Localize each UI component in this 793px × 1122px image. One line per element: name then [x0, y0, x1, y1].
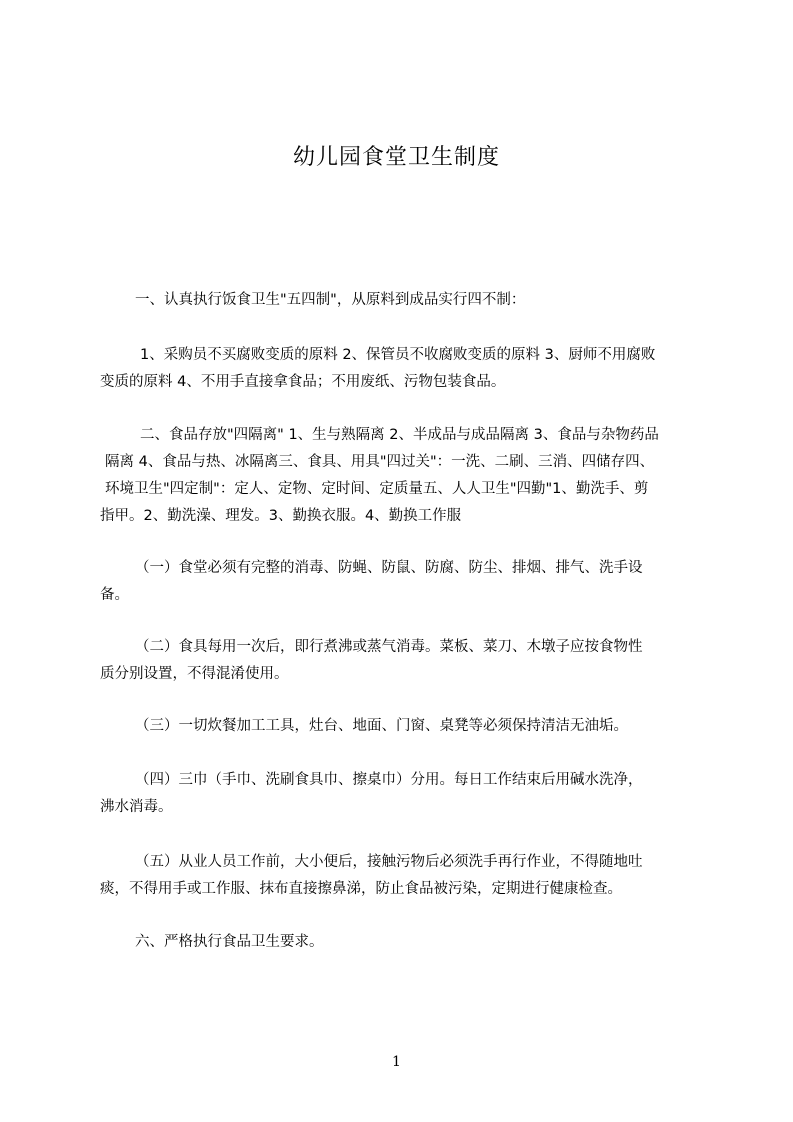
rule4-line2: 沸水消毒。 — [100, 799, 173, 815]
section2-line1: 二、食品存放"四隔离" 1、生与熟隔离 2、半成品与成品隔离 3、食品与杂物药品 — [140, 427, 659, 443]
page-title: 幼儿园食堂卫生制度 — [292, 145, 500, 170]
section1-heading: 一、认真执行饭食卫生"五四制"，从原料到成品实行四不制： — [135, 292, 526, 308]
rule5-line2: 痰，不得用手或工作服、抹布直接擦鼻涕，防止食品被污染，定期进行健康检查。 — [100, 881, 622, 897]
rule2-line2: 质分别设置，不得混淆使用。 — [100, 666, 289, 682]
section1-items-line1: 1、采购员不买腐败变质的原料 2、保管员不收腐败变质的原料 3、厨师不用腐败 — [140, 347, 656, 363]
rule5-line1: （五）从业人员工作前，大小便后，接触污物后必须洗手再行作业，不得随地吐 — [135, 854, 643, 870]
section2-line2: 隔离 4、食品与热、冰隔离三、食具、用具"四过关"：一洗、二刷、三消、四储存四、 — [105, 454, 655, 470]
rule1-line2: 备。 — [100, 587, 129, 603]
rule4-line1: （四）三巾（手巾、洗刷食具巾、擦桌巾）分用。每日工作结束后用碱水洗净， — [135, 772, 643, 788]
section1-items-line2: 变质的原料 4、不用手直接拿食品；不用废纸、污物包装食品。 — [100, 374, 506, 390]
document-body — [100, 0, 700, 1000]
rule2-line1: （二）食具每用一次后，即行煮沸或蒸气消毒。菜板、菜刀、木墩子应按食物性 — [135, 639, 643, 655]
rule1-line1: （一）食堂必须有完整的消毒、防蝇、防鼠、防腐、防尘、排烟、排气、洗手设 — [135, 560, 643, 576]
section2-line4: 指甲。2、勤洗澡、理发。3、勤换衣服。4、勤换工作服 — [100, 508, 462, 524]
section6-heading: 六、严格执行食品卫生要求。 — [135, 934, 324, 950]
section2-line3: 环境卫生"四定制"：定人、定物、定时间、定质量五、人人卫生"四勤"1、勤洗手、剪 — [105, 481, 649, 497]
page-number: 1 — [392, 1054, 401, 1070]
rule3-line1: （三）一切炊餐加工工具，灶台、地面、门窗、桌凳等必须保持清洁无油垢。 — [135, 718, 628, 734]
